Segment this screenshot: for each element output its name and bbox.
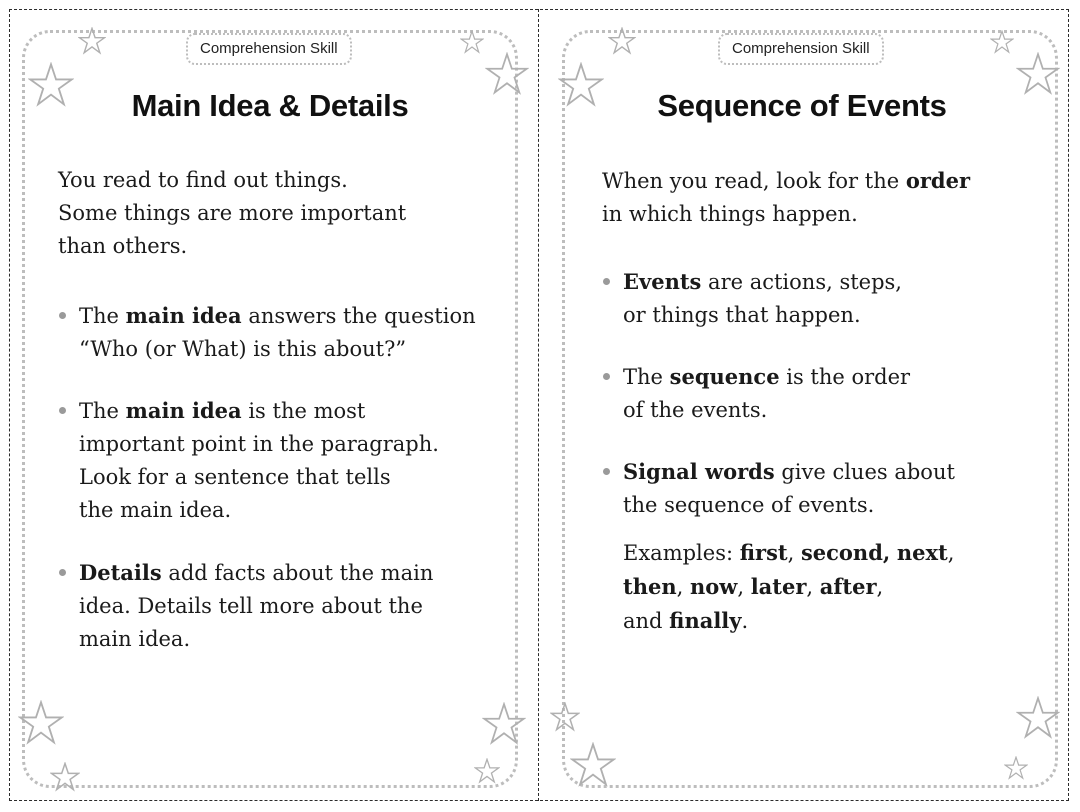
- text: ,: [676, 575, 690, 599]
- skill-badge: Comprehension Skill: [718, 33, 884, 65]
- signal-word: first: [739, 540, 788, 565]
- bullet-line: the sequence of events.: [623, 493, 875, 517]
- text: The: [79, 304, 126, 328]
- bullet-item: [79, 299, 476, 366]
- bullet-item: [623, 455, 955, 522]
- bullet-dot: [59, 407, 66, 414]
- star-icon: [28, 62, 74, 108]
- text: The: [79, 399, 126, 423]
- signal-word: next: [896, 540, 948, 565]
- signal-word: second,: [800, 540, 891, 565]
- star-icon: [50, 762, 80, 792]
- star-icon: [570, 742, 616, 788]
- bullet-line: the main idea.: [79, 498, 232, 522]
- bullet-item: [623, 360, 910, 427]
- intro-line: than others.: [58, 234, 188, 258]
- bold-term: main idea: [125, 398, 242, 423]
- star-icon: [460, 30, 484, 54]
- bullet-line: “Who (or What) is this about?”: [79, 337, 407, 361]
- text: are actions, steps,: [701, 270, 902, 294]
- signal-word: finally: [669, 608, 742, 633]
- signal-word: later: [750, 574, 807, 599]
- star-icon: [990, 30, 1014, 54]
- bullet-dot: [59, 569, 66, 576]
- text: ,: [947, 541, 955, 565]
- bullet-line: Look for a sentence that tells: [79, 465, 391, 489]
- star-icon: [474, 758, 500, 784]
- intro-line: You read to find out things.: [58, 168, 348, 192]
- intro-text: [602, 164, 970, 231]
- signal-word: then: [623, 574, 677, 599]
- text: ,: [876, 575, 884, 599]
- star-icon: [558, 62, 604, 108]
- bullet-line: of the events.: [623, 398, 768, 422]
- star-icon: [550, 702, 580, 732]
- text: add facts about the main: [161, 561, 434, 585]
- intro-line: in which things happen.: [602, 202, 858, 226]
- bold-term: Details: [79, 560, 162, 585]
- intro-text: [58, 164, 406, 263]
- signal-word: after: [819, 574, 877, 599]
- text: ,: [806, 575, 820, 599]
- text: is the order: [779, 365, 911, 389]
- star-icon: [485, 52, 529, 96]
- examples: [623, 536, 954, 638]
- bullet-item: [79, 556, 433, 656]
- text: .: [741, 609, 749, 633]
- text: Examples:: [623, 541, 740, 565]
- card-title: Main Idea & Details: [131, 88, 409, 123]
- text: is the most: [241, 399, 366, 423]
- text: [890, 541, 897, 565]
- bullet-dot: [603, 278, 610, 285]
- bullet-line: important point in the paragraph.: [79, 432, 439, 456]
- bold-term: Signal words: [623, 459, 775, 484]
- star-icon: [18, 700, 64, 746]
- star-icon: [1004, 756, 1028, 780]
- text: ,: [737, 575, 751, 599]
- bullet-line: main idea.: [79, 627, 191, 651]
- bullet-line: idea. Details tell more about the: [79, 594, 423, 618]
- star-icon: [1016, 696, 1060, 740]
- bullet-dot: [603, 373, 610, 380]
- star-icon: [1016, 52, 1060, 96]
- bold-term: main idea: [125, 303, 242, 328]
- card-title: Sequence of Events: [657, 88, 947, 123]
- signal-word: now: [689, 574, 738, 599]
- star-icon: [608, 27, 636, 55]
- bullet-dot: [59, 312, 66, 319]
- bullet-item: [79, 394, 439, 527]
- text: The: [623, 365, 670, 389]
- text: answers the question: [241, 304, 476, 328]
- bold-term: order: [905, 168, 971, 193]
- text: When you read, look for the: [602, 169, 906, 193]
- skill-badge: Comprehension Skill: [186, 33, 352, 65]
- intro-line: Some things are more important: [58, 201, 407, 225]
- bold-term: sequence: [669, 364, 780, 389]
- card-sequence-of-events: [540, 0, 1080, 812]
- text: ,: [787, 541, 801, 565]
- star-icon: [78, 27, 106, 55]
- bold-term: Events: [623, 269, 702, 294]
- text: and: [623, 609, 670, 633]
- text: give clues about: [774, 460, 955, 484]
- star-icon: [482, 702, 526, 746]
- bullet-item: [623, 265, 902, 332]
- bullet-dot: [603, 468, 610, 475]
- bullet-line: or things that happen.: [623, 303, 861, 327]
